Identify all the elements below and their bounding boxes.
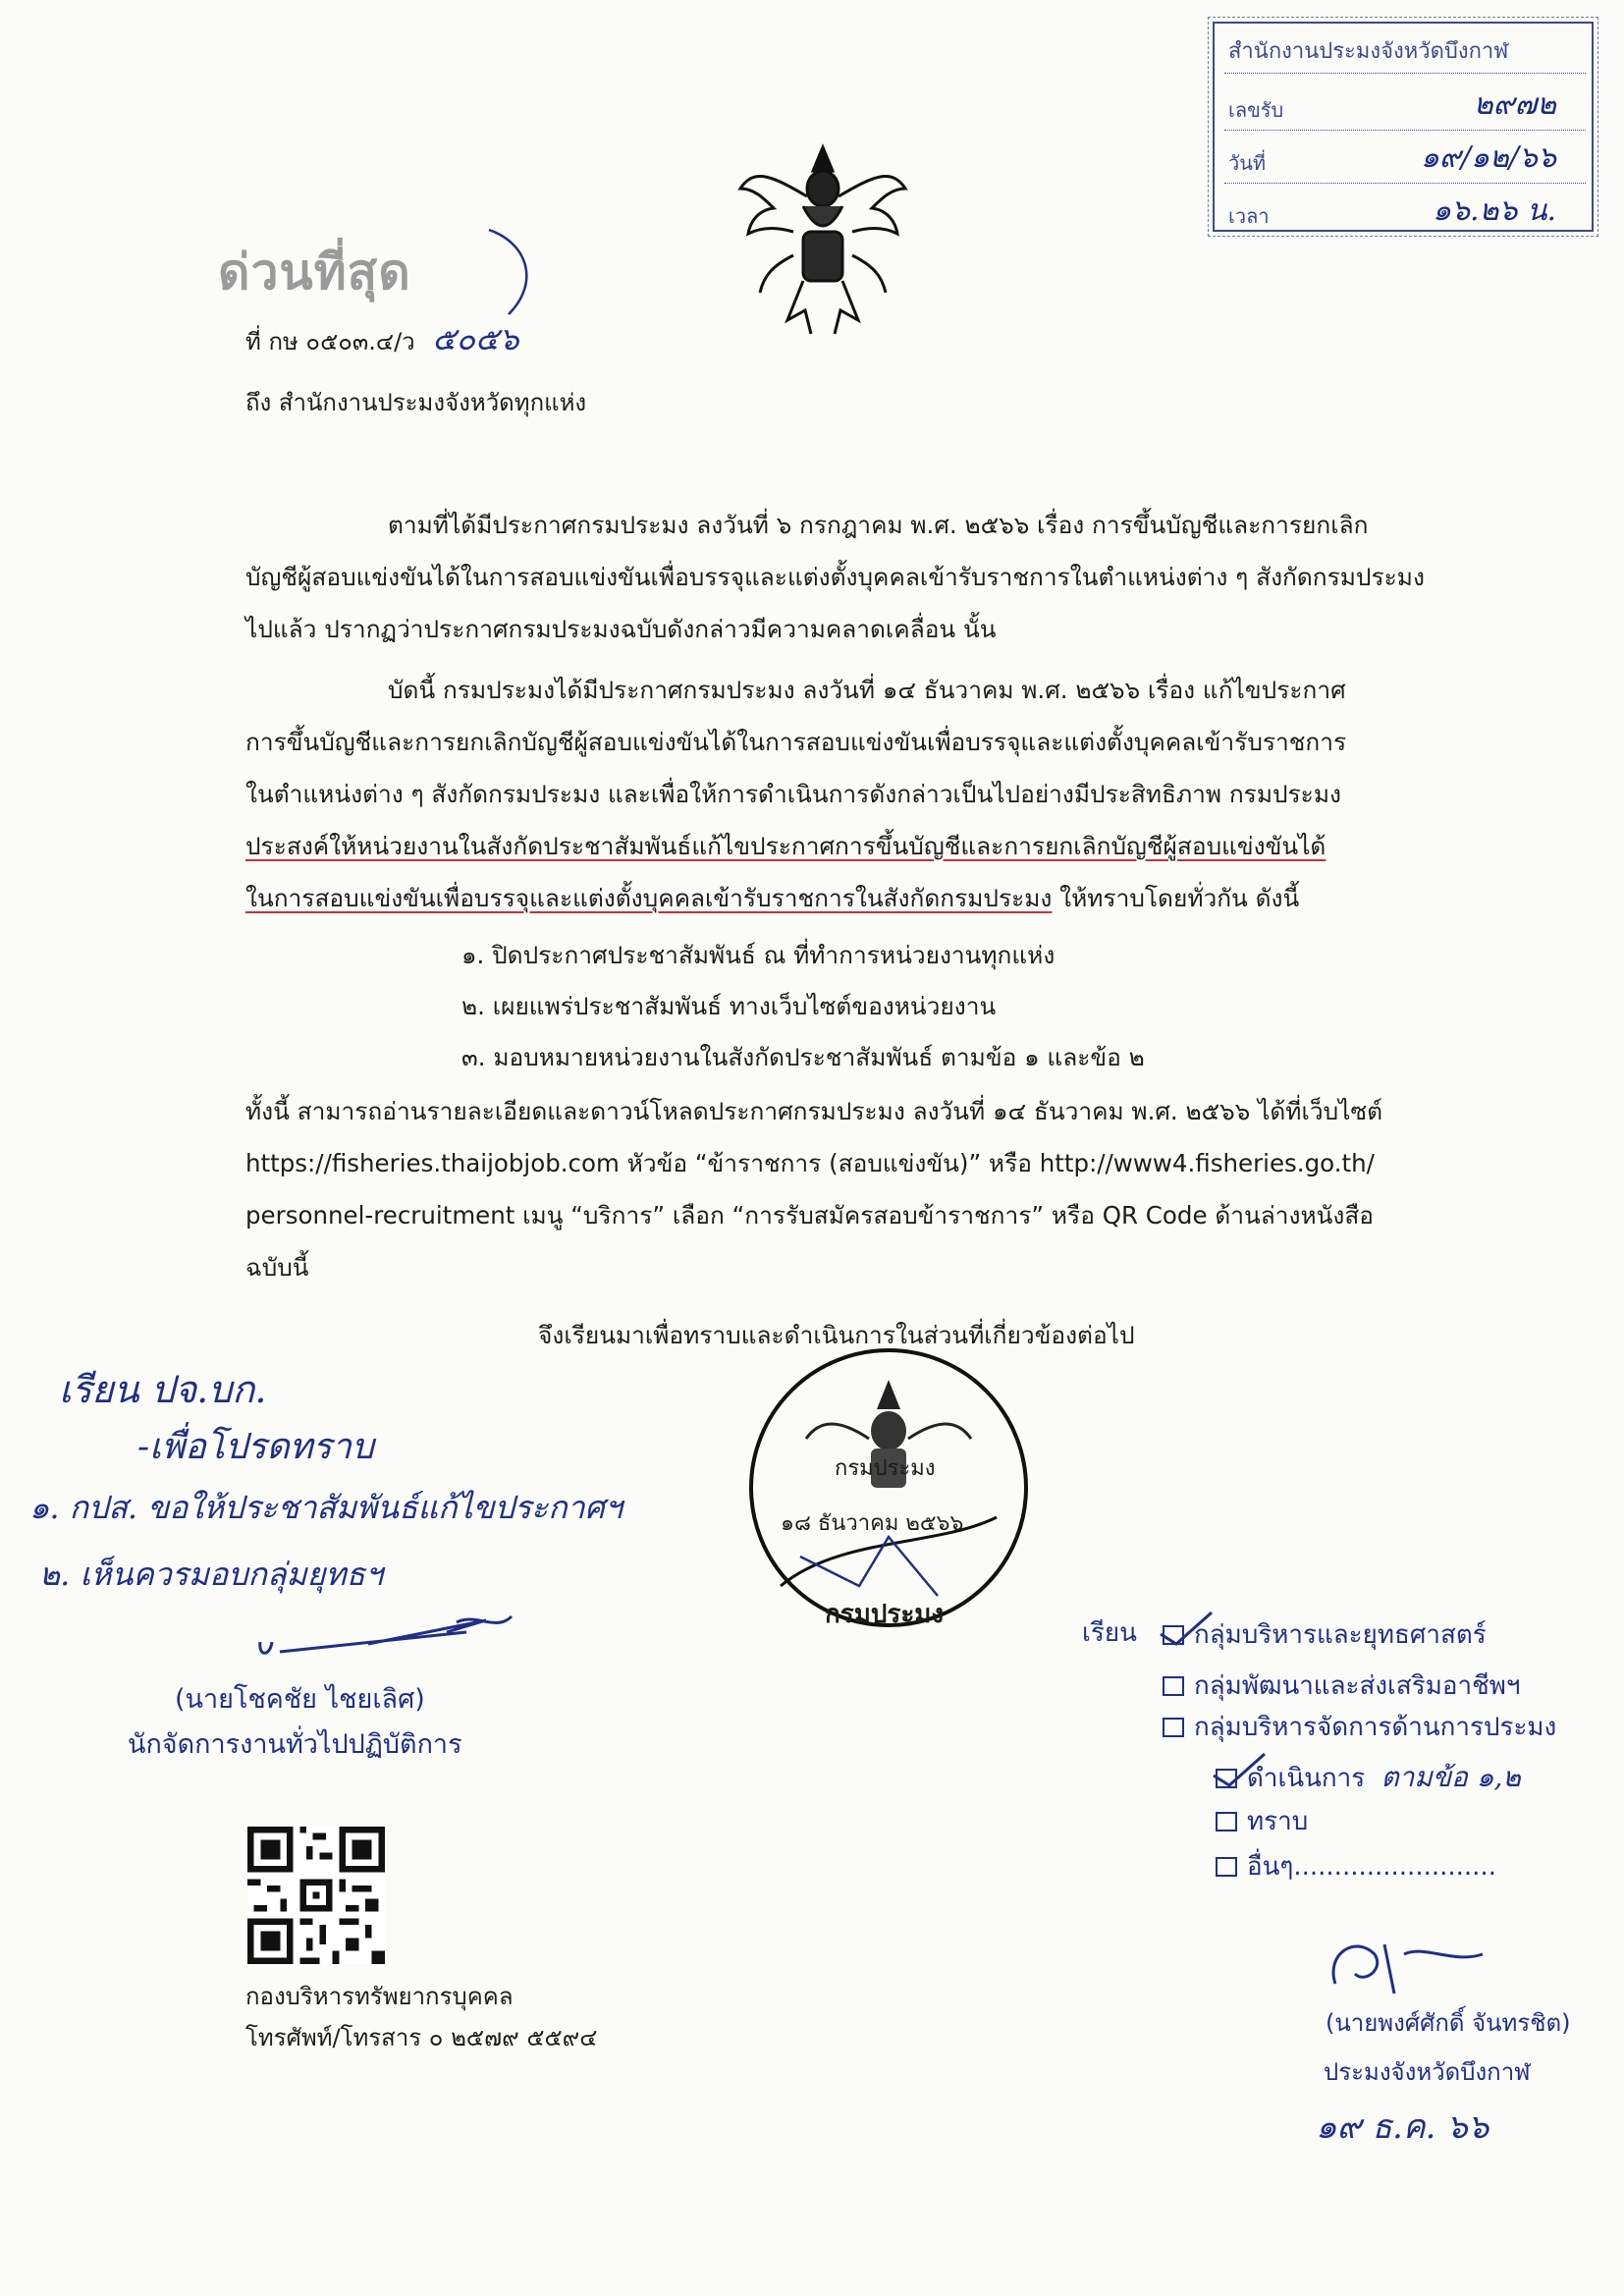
item-3: ๓. มอบหมายหน่วยงานในสังกัดประชาสัมพันธ์ ตามข้อ ๑ และข้อ ๒ <box>461 1043 1145 1071</box>
p2-line-5 <box>245 884 1299 913</box>
signer-name: (นายโชคชัย ไชยเลิศ) <box>175 1684 425 1715</box>
p3-line-3: personnel-recruitment เมนู “บริการ” เลือก “การรับสมัครสอบข้าราชการ” หรือ QR Code ด้านล่างหนังสือ <box>245 1201 1374 1230</box>
p2-line-5-rest: ให้ทราบโดยทั่วกัน ดังนี้ <box>1052 884 1300 912</box>
p2-line-4: ประสงค์ให้หน่วยงานในสังกัดประชาสัมพันธ์แก้ไขประกาศการขึ้นบัญชีและการยกเลิกบัญชีผู้สอบแข่งขันได้ <box>245 832 1326 860</box>
routing-action-1-label: ดำเนินการ <box>1247 1764 1366 1793</box>
stamp-label-number: เลขรับ <box>1228 98 1284 122</box>
signature-left-icon <box>250 1603 525 1671</box>
routing-action-2-label: ทราบ <box>1247 1807 1309 1836</box>
seal-date: ๑๘ ธันวาคม ๒๕๖๖ <box>781 1511 964 1536</box>
p3-line-2: https://fisheries.thaijobjob.com หัวข้อ “ข้าราชการ (สอบแข่งขัน)” หรือ http://www4.fisheries.go.th/ <box>245 1149 1375 1177</box>
stamp-value-number: ๒๙๗๒ <box>1473 87 1556 122</box>
p2-line-1: บัดนี้ กรมประมงได้มีประกาศกรมประมง ลงวันที่ ๑๔ ธันวาคม พ.ศ. ๒๕๖๖ เรื่อง แก้ไขประกาศ <box>388 676 1346 704</box>
routing-action-3 <box>1216 1852 1496 1882</box>
handnote-line-3: ๑. กปส. ขอให้ประชาสัมพันธ์แก้ไขประกาศฯ <box>29 1489 623 1526</box>
handnote-line-1: เรียน ปจ.บก. <box>59 1368 267 1411</box>
stamp-office: สำนักงานประมงจังหวัดบึงกาฬ <box>1228 39 1509 64</box>
reference-prefix: ที่ กษ ๐๕๐๓.๔/ว <box>245 328 415 355</box>
routing-prefix: เรียน <box>1082 1618 1137 1648</box>
stamp-label-date: วันที่ <box>1228 151 1267 175</box>
stamp-row-time <box>1224 183 1586 236</box>
footer-phone: โทรศัพท์/โทรสาร ๐ ๒๕๗๙ ๕๕๙๔ <box>245 2024 598 2051</box>
p3-line-4: ฉบับนี้ <box>245 1253 309 1282</box>
handnote-line-2: -เพื่อโปรดทราบ <box>137 1427 374 1467</box>
stamp-row-date <box>1224 130 1586 184</box>
stamp-row-number <box>1224 77 1586 131</box>
seal-org: กรมประมง <box>835 1456 936 1481</box>
urgent-label: ด่วนที่สุด <box>218 244 411 301</box>
checkbox-action-3-icon[interactable] <box>1216 1857 1237 1877</box>
stamp-value-date: ๑๙/๑๒/๖๖ <box>1420 140 1556 175</box>
closing-line: จึงเรียนมาเพื่อทราบและดำเนินการในส่วนที่เกี่ยวข้องต่อไป <box>538 1321 1135 1349</box>
routing-group-3-label: กลุ่มบริหารจัดการด้านการประมง <box>1194 1713 1557 1742</box>
director-name: (นายพงศ์ศักดิ์ จันทรชิต) <box>1326 2009 1571 2037</box>
reference-handwritten: ๕๐๕๖ <box>432 320 519 357</box>
checkbox-action-2-icon[interactable] <box>1216 1812 1237 1831</box>
routing-group-2-label: กลุ่มพัฒนาและส่งเสริมอาชีพฯ <box>1194 1671 1521 1701</box>
received-stamp <box>1213 22 1594 232</box>
director-position: ประมงจังหวัดบึงกาฬ <box>1324 2058 1531 2086</box>
routing-group-2 <box>1163 1671 1521 1701</box>
p3-line-1: ทั้งนี้ สามารถอ่านรายละเอียดและดาวน์โหลดประกาศกรมประมง ลงวันที่ ๑๔ ธันวาคม พ.ศ. ๒๕๖๖ ได้ที่เว็บไซต์ <box>245 1097 1382 1125</box>
addressee: ถึง สำนักงานประมงจังหวัดทุกแห่ง <box>245 389 587 416</box>
seal-ring-icon <box>741 1340 1036 1635</box>
item-1: ๑. ปิดประกาศประชาสัมพันธ์ ณ ที่ทำการหน่วยงานทุกแห่ง <box>461 941 1056 969</box>
p1-line-3: ไปแล้ว ปรากฏว่าประกาศกรมประมงฉบับดังกล่าวมีความคลาดเคลื่อน นั้น <box>245 615 997 643</box>
routing-action-3-label: อื่นๆ......................... <box>1247 1852 1496 1882</box>
p2-line-5-underlined: ในการสอบแข่งขันเพื่อบรรจุและแต่งตั้งบุคคลเข้ารับราชการในสังกัดกรมประมง <box>245 884 1053 912</box>
stamp-value-time: ๑๖.๒๖ น. <box>1432 193 1556 228</box>
check-mark-icon <box>1210 1750 1269 1789</box>
check-mark-icon <box>1157 1609 1216 1648</box>
director-date: ๑๙ ธ.ค. ๖๖ <box>1316 2107 1489 2147</box>
p1-line-2: บัญชีผู้สอบแข่งขันได้ในการสอบแข่งขันเพื่อบรรจุและแต่งตั้งบุคคลเข้ารับราชการในตำแหน่งต่าง ๆ สังกัดกรมประมง <box>245 563 1425 591</box>
routing-action-hand: ตามข้อ ๑,๒ <box>1380 1761 1521 1793</box>
seal-bottom: กรมประมง <box>825 1600 945 1629</box>
routing-group-3 <box>1163 1713 1556 1742</box>
p2-line-2: การขึ้นบัญชีและการยกเลิกบัญชีผู้สอบแข่งขันได้ในการสอบแข่งขันเพื่อบรรจุและแต่งตั้งบุคคลเข้ารับราชการ <box>245 728 1347 756</box>
signer-position: นักจัดการงานทั่วไปปฏิบัติการ <box>128 1729 462 1760</box>
department-seal <box>741 1340 1036 1635</box>
p2-line-3: ในตำแหน่งต่าง ๆ สังกัดกรมประมง และเพื่อให้การดำเนินการดังกล่าวเป็นไปอย่างมีประสิทธิภาพ กรมประมง <box>245 780 1341 808</box>
routing-action-2 <box>1216 1807 1308 1836</box>
footer-division: กองบริหารทรัพยากรบุคคล <box>245 1983 514 2010</box>
checkbox-group-3-icon[interactable] <box>1163 1718 1184 1737</box>
stamp-label-time: เวลา <box>1228 204 1270 228</box>
reference-number <box>245 320 519 357</box>
signature-right-icon <box>1316 1925 1492 2003</box>
routing-group-1-label: กลุ่มบริหารและยุทธศาสตร์ <box>1194 1620 1487 1650</box>
item-2: ๒. เผยแพร่ประชาสัมพันธ์ ทางเว็บไซต์ของหน่วยงาน <box>461 992 997 1020</box>
qr-code-icon[interactable] <box>247 1827 385 1964</box>
handnote-line-4: ๒. เห็นควรมอบกลุ่มยุทธฯ <box>39 1556 383 1593</box>
checkbox-group-2-icon[interactable] <box>1163 1676 1184 1696</box>
urgent-bracket-icon <box>479 224 548 322</box>
stamp-office-row <box>1224 27 1586 74</box>
garuda-emblem-icon <box>734 137 911 344</box>
p1-line-1: ตามที่ได้มีประกาศกรมประมง ลงวันที่ ๖ กรกฎาคม พ.ศ. ๒๕๖๖ เรื่อง การขึ้นบัญชีและการยกเลิก <box>388 511 1369 539</box>
